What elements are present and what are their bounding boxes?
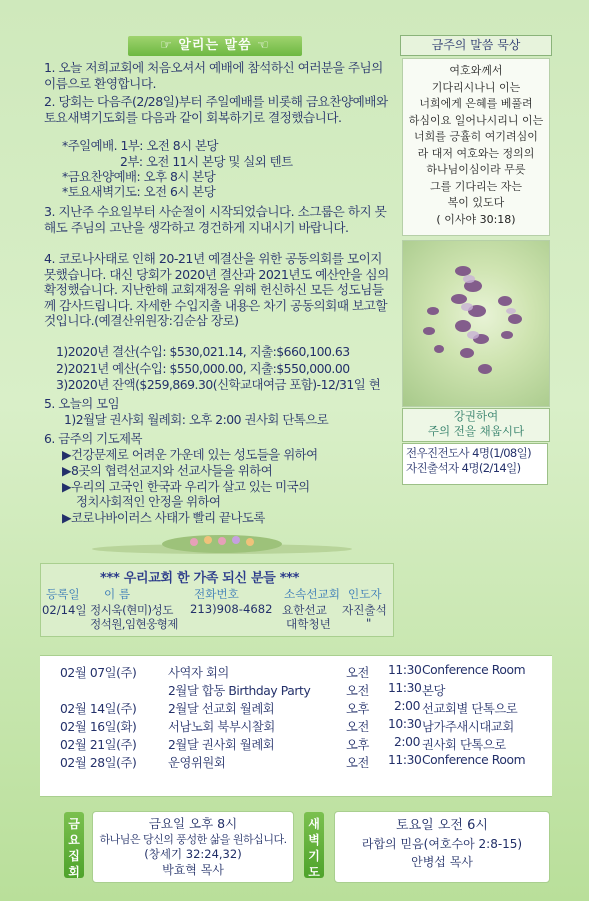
- friday-time: 금요일 오후 8시: [148, 816, 238, 831]
- schedule-event: 운영위원회: [168, 756, 226, 770]
- schedule-time: 2:00: [394, 735, 421, 749]
- meeting-1: 1)2월달 권사회 월례회: 오후 2:00 권사회 단톡으로: [64, 412, 329, 427]
- service-sunday-1: *주일예배. 1부: 오전 8시 본당: [62, 138, 219, 153]
- schedule-time: 10:30: [388, 717, 422, 731]
- schedule-place: Conference Room: [422, 753, 526, 767]
- prayer-1: ▶건강문제로 어려운 가운데 있는 성도들을 위하여: [62, 447, 318, 462]
- dawn-tab: [304, 812, 324, 878]
- schedule-place: 권사회 단톡으로: [422, 738, 506, 752]
- evangelism-header: [402, 408, 550, 442]
- prayer-4: ▶코로나바이러스 사태가 빨리 끝나도록: [62, 510, 265, 525]
- schedule-place: Conference Room: [422, 663, 526, 677]
- announcement-2: 2. 당회는 다음주(2/28일)부터 주일예배를 비롯해 금요찬양예배와 토요새벽기도회를 다음과 같이 회복하기로 결정했습니다.: [44, 94, 388, 125]
- new-members-title: *** 우리교회 한 가족 되신 분들 ***: [100, 571, 300, 586]
- service-sunday-2: 2부: 오전 11시 본당 및 실외 텐트: [120, 154, 293, 169]
- friday-tab: [64, 812, 84, 878]
- member-guide-1: 자진출석: [342, 603, 387, 617]
- flower-image: [402, 240, 550, 407]
- friday-speaker: 박효혁 목사: [162, 862, 224, 877]
- verse-line: 너희를 긍휼히 여기려심이: [414, 130, 538, 143]
- col-name: 이 름: [104, 587, 131, 601]
- schedule-ampm: 오전: [346, 720, 369, 734]
- member-name-1: 정시욱(현미)성도: [90, 603, 173, 617]
- verse-line: 복이 있도다: [447, 196, 505, 209]
- announcement-4: 4. 코로나사태로 인해 20-21년 예결산을 위한 공동의회를 모이지 못했습니다. 대신 당회가 2020년 결산과 2021년도 예산안을 심의확정했습니다. 지난한해 교회재정을 위해 헌신하신 모든 성도님들께 감사드립니다. 자세한 수입지출 내용은 차기 공동의회때 보고할 것입니다.(예결산위원장:김순삼 장로): [44, 251, 389, 328]
- schedule-event: 2월달 권사회 월례회: [168, 738, 275, 752]
- schedule-ampm: 오전: [346, 666, 369, 680]
- friday-tab-label: 금요집회: [68, 817, 80, 879]
- prayer-3: ▶우리의 고국인 한국과 우리가 살고 있는 미국의: [62, 479, 310, 494]
- schedule-event: 사역자 회의: [168, 666, 229, 680]
- verse-line: 기다리시나니 이는: [431, 80, 521, 94]
- schedule-date: 02월 21일(주): [60, 738, 137, 752]
- schedule-time: 11:30: [388, 681, 422, 695]
- dawn-time: 토요일 오전 6시: [396, 818, 488, 833]
- schedule-event: 서남노회 북부시찰회: [168, 720, 275, 734]
- evangelism-count-1: 전우진전도사 4명(1/08일): [406, 446, 532, 460]
- schedule-time: 11:30: [388, 663, 422, 677]
- verse-line: 하나님이심이라 무릇: [426, 163, 526, 176]
- verse-line: 하심이요 일어나시리니 이는: [408, 113, 544, 127]
- schedule-ampm: 오전: [346, 684, 369, 698]
- verse-line: 그를 기다리는 자는: [429, 179, 522, 193]
- schedule-event: 2월달 합동 Birthday Party: [168, 684, 311, 698]
- col-group: 소속선교회: [284, 587, 340, 601]
- dawn-speaker: 안병섭 목사: [411, 855, 473, 869]
- friday-text-1: 하나님은 당신의 풍성한 삶을 원하십니다.: [99, 832, 287, 846]
- schedule-ampm: 오후: [346, 702, 369, 716]
- verse-reference: ( 이사야 30:18): [436, 212, 516, 226]
- verse-line: 라 대저 여호와는 정의의: [417, 146, 535, 160]
- member-phone: 213)908-4682: [190, 602, 273, 616]
- announcements-banner: ☞ 알리는 말씀 ☜: [128, 36, 302, 56]
- col-date: 등록일: [46, 587, 80, 601]
- announcement-3: 3. 지난주 수요일부터 사순절이 시작되었습니다. 소그룹은 하지 못해도 주님의 고난을 생각하고 경건하게 지내시기 바랍니다.: [44, 204, 387, 235]
- schedule-event: 2월달 선교회 월례회: [168, 702, 275, 716]
- finance-2: 2)2021년 예산(수입: $550,000.00, 지출:$550,000.00: [56, 361, 350, 376]
- member-guide-2: ": [366, 616, 372, 630]
- announcement-5: 5. 오늘의 모임: [44, 396, 120, 411]
- prayer-3b: 정치사회적인 안정을 위하여: [76, 494, 221, 509]
- schedule-place: 남가주새시대교회: [422, 720, 514, 734]
- dawn-box: [334, 811, 550, 883]
- dawn-text-1: 라합의 믿음(여호수아 2:8-15): [361, 836, 523, 851]
- col-phone: 전화번호: [194, 587, 239, 601]
- schedule-date: 02월 28일(주): [60, 756, 137, 770]
- verse-line: 너희에게 은혜를 베풀려: [419, 97, 533, 110]
- prayer-2: ▶8곳의 협력선교지와 선교사들을 위하여: [62, 463, 273, 478]
- evangelism-line-2: 주의 전을 채웁시다: [427, 424, 525, 438]
- evangelism-box: [402, 443, 548, 485]
- finance-3: 3)2020년 잔액($259,869.30(신학교대여금 포함)-12/31일 현: [56, 377, 381, 392]
- schedule-date: 02월 16일(화): [60, 720, 137, 734]
- announcement-1: 1. 오늘 저희교회에 처음오셔서 예배에 참석하신 여러분을 주님의 이름으로 환영합니다.: [44, 60, 383, 91]
- evangelism-line-1: 강권하여: [453, 409, 499, 423]
- verse-title: 금주의 말씀 묵상: [400, 35, 552, 56]
- member-date: 02/14일: [42, 603, 87, 617]
- announcement-6: 6. 금주의 기도제목: [44, 431, 142, 446]
- schedule-time: 2:00: [394, 699, 421, 713]
- dawn-tab-label: 새벽기도: [308, 817, 320, 879]
- finance-1: 1)2020년 결산(수입: $530,021.14, 지출:$660,100.63: [56, 344, 350, 359]
- schedule-ampm: 오후: [346, 738, 369, 752]
- friday-text-2: (창세기 32:24,32): [144, 847, 242, 861]
- member-group-1: 요한선교: [282, 603, 327, 617]
- schedule-place: 선교회별 단톡으로: [422, 702, 518, 716]
- evangelism-count-2: 자진출석자 4명(2/14일): [406, 461, 521, 475]
- floral-divider: [82, 533, 362, 559]
- schedule-date: 02월 07일(주): [60, 666, 137, 680]
- friday-box: [92, 811, 294, 883]
- member-group-2: 대학청년: [286, 617, 331, 631]
- verse-line: 여호와께서: [449, 64, 503, 77]
- schedule-time: 11:30: [388, 753, 422, 767]
- schedule-ampm: 오전: [346, 756, 369, 770]
- verse-box: [402, 58, 550, 236]
- member-name-2: 정석원,임현웅형제: [90, 617, 178, 631]
- schedule-date: 02월 14일(주): [60, 702, 137, 716]
- col-guide: 인도자: [348, 587, 382, 601]
- service-saturday: *토요새벽기도: 오전 6시 본당: [62, 184, 216, 199]
- schedule-place: 본당: [422, 684, 445, 698]
- service-friday: *금요찬양예배: 오후 8시 본당: [62, 169, 216, 184]
